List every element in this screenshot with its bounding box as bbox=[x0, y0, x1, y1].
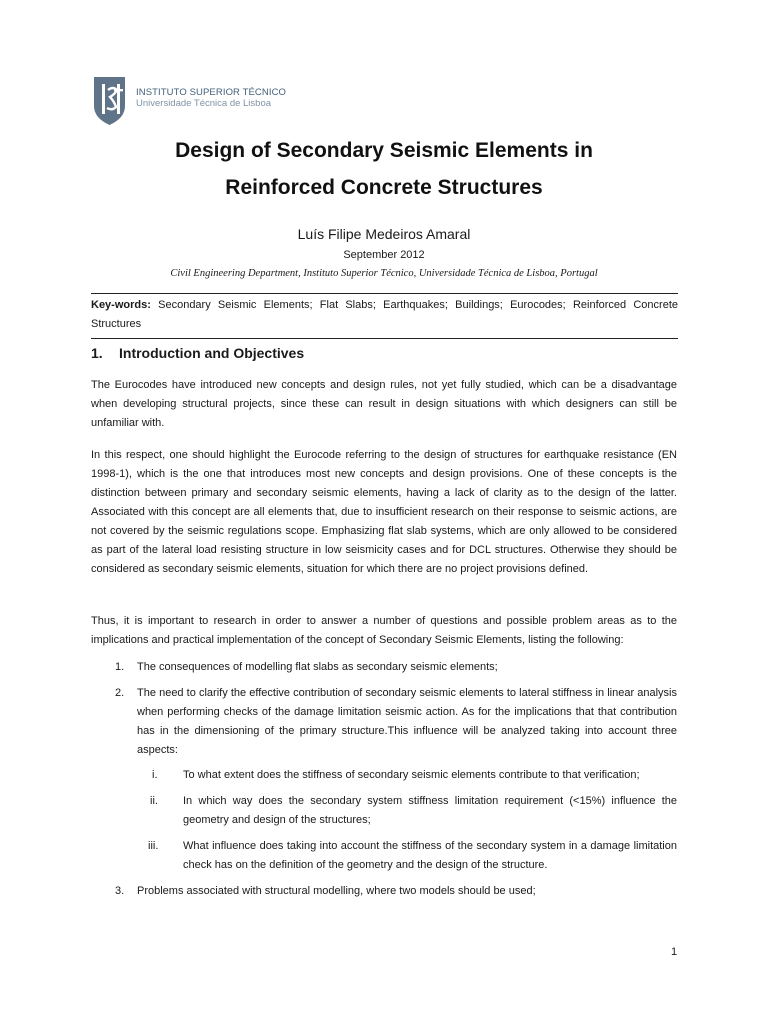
sublist-marker: i. bbox=[152, 769, 158, 781]
list-item-text: The need to clarify the effective contribution of secondary seismic elements to lateral stiffness in linear analysis when performing checks of the damage limitation seismic action. As for the implications that that contribution has in the dimensioning of the primary structure.This influence will be analyzed taking into account three aspects: bbox=[137, 687, 677, 756]
list-marker: 3. bbox=[115, 885, 125, 897]
sublist-item-text: What influence does taking into account the stiffness of the secondary system in a damage limitation check has on the definition of the geometry and the design of the structure. bbox=[183, 840, 677, 871]
list-marker: 2. bbox=[115, 687, 125, 699]
ist-shield-icon bbox=[93, 76, 126, 126]
keywords-label: Key-words: bbox=[91, 299, 151, 311]
sublist-item-text: In which way does the secondary system stiffness limitation requirement (<15%) influence the geometry and design of the structures; bbox=[183, 795, 677, 826]
keywords bbox=[91, 296, 678, 334]
author-name: Luís Filipe Medeiros Amaral bbox=[297, 226, 471, 242]
institution-subtitle: Universidade Técnica de Lisboa bbox=[136, 98, 272, 109]
paragraph-3: Thus, it is important to research in order to answer a number of questions and possible problem areas as to the implications and practical implementation of the concept of Secondary Seismic Elements, listing the following: bbox=[91, 615, 677, 646]
sublist-item-text: To what extent does the stiffness of secondary seismic elements contribute to that verification; bbox=[183, 769, 640, 781]
publication-date: September 2012 bbox=[343, 249, 425, 261]
paragraph-2: In this respect, one should highlight the Eurocode referring to the design of structures for earthquake resistance (EN 1998-1), which is the one that introduces most new concepts and design provisions. One of these concepts is the distinction between primary and secondary seismic elements, having a lack of clarity as to the design of the latter. Associated with this concept are all elements that, due to insufficient research on their response to seismic actions, are not covered by the seismic regulations scope. Emphasizing flat slab systems, which are only allowed to be considered as part of the lateral load resisting structure in low seismicity cases and for DCL structures. Otherwise they should be considered as secondary seismic elements, situation for which there are no project provisions defined. bbox=[91, 449, 677, 575]
author-affiliation: Civil Engineering Department, Instituto Superior Técnico, Universidade Técnica de Lisboa, Portugal bbox=[170, 268, 598, 279]
sublist-marker: ii. bbox=[150, 795, 158, 807]
section-number: 1. bbox=[91, 345, 103, 361]
institution-name: INSTITUTO SUPERIOR TÉCNICO bbox=[136, 87, 287, 98]
list-item-text: Problems associated with structural modelling, where two models should be used; bbox=[137, 885, 536, 897]
institution-logo bbox=[93, 76, 286, 126]
keywords-text: Secondary Seismic Elements; Flat Slabs; Earthquakes; Buildings; Eurocodes; Reinforced Concrete Structures bbox=[91, 299, 678, 330]
list-item-text: The consequences of modelling flat slabs as secondary seismic elements; bbox=[137, 661, 498, 673]
paper-title-line-2: Reinforced Concrete Structures bbox=[225, 176, 543, 199]
page-number: 1 bbox=[671, 946, 678, 958]
keywords-bottom-rule bbox=[91, 338, 678, 339]
sublist-marker: iii. bbox=[148, 840, 159, 852]
section-title: Introduction and Objectives bbox=[119, 345, 305, 361]
section-heading bbox=[91, 345, 304, 361]
paragraph-1: The Eurocodes have introduced new concepts and design rules, not yet fully studied, which can be a disadvantage when developing structural projects, since these can result in design situations with which designers can still be unfamiliar with. bbox=[91, 379, 677, 429]
paper-title-line-1: Design of Secondary Seismic Elements in bbox=[175, 139, 593, 162]
keywords-top-rule bbox=[91, 293, 678, 294]
list-marker: 1. bbox=[115, 661, 125, 673]
